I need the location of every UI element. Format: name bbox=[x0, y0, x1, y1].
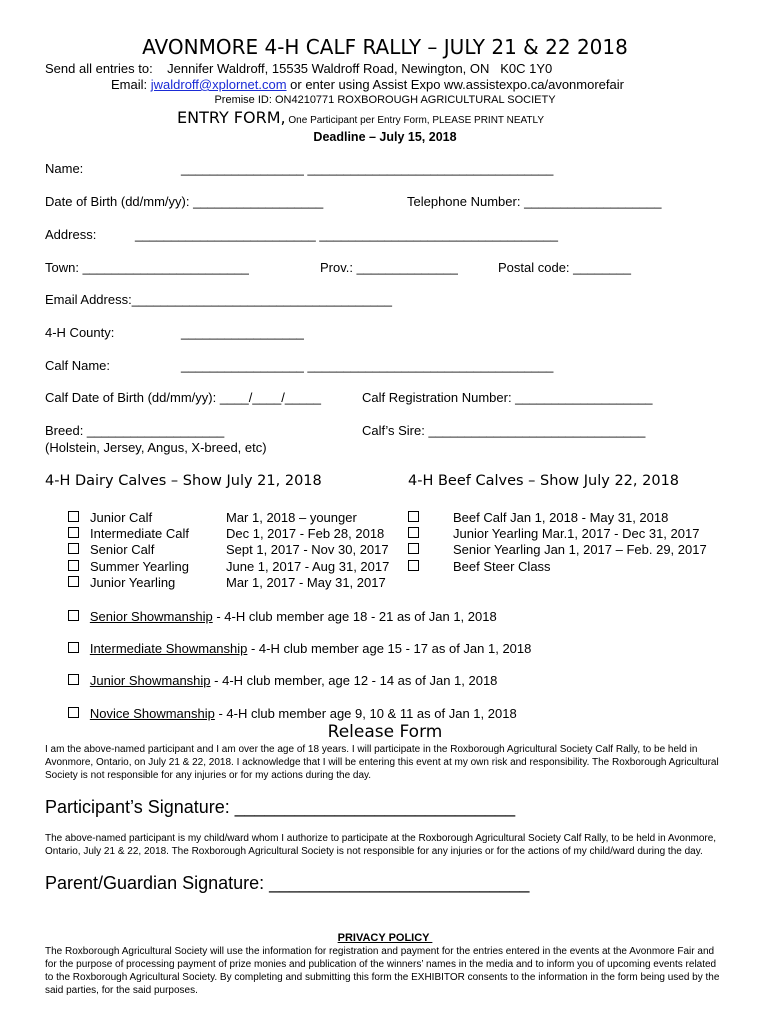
dairy-class-name: Junior Yearling bbox=[90, 575, 176, 590]
checkbox[interactable] bbox=[408, 527, 419, 538]
showmanship-row[interactable] bbox=[68, 609, 497, 624]
showmanship-title: Junior Showmanship bbox=[89, 673, 211, 688]
send-to-line: Send all entries to: Jennifer Waldroff, 15535 Waldroff Road, Newington, ON K0C 1Y0 bbox=[45, 61, 553, 76]
checkbox[interactable] bbox=[408, 511, 419, 522]
entry-form-note: One Participant per Entry Form, PLEASE PRINT NEATLY bbox=[285, 115, 545, 126]
entry-form-heading: ENTRY FORM, bbox=[177, 108, 286, 127]
form-title: AVONMORE 4-H CALF RALLY – JULY 21 & 22 2018 bbox=[142, 35, 628, 59]
name-field[interactable]: _________________ __________________________________ bbox=[181, 161, 554, 176]
email-field[interactable]: Email Address:____________________________________ bbox=[45, 292, 392, 307]
dairy-class-row[interactable] bbox=[68, 526, 79, 541]
calf-dob-field[interactable]: Calf Date of Birth (dd/mm/yy): ____/____/_____ bbox=[45, 390, 322, 405]
checkbox[interactable] bbox=[68, 642, 79, 653]
dairy-class-name: Intermediate Calf bbox=[90, 526, 189, 541]
checkbox[interactable] bbox=[68, 543, 79, 554]
release-guardian-text: The above-named participant is my child/ward whom I authorize to participate at the Roxborough Agricultural Society Calf Rally, to be held in Avonmore, Ontario, July 21 & 22, 2018. The Roxborough Agricultural Society is not responsible for any injuries or for the actions of my child/ward during the day. bbox=[45, 833, 717, 857]
privacy-text: The Roxborough Agricultural Society will use the information for registration and payment for the entries entered in the events at the Avonmore Fair and for the purpose of processing payment of prize monies and publication of the winners’ names in the media and to inform you of upcoming events related to the Roxborough Agricultural Society. By completing and submitting this form the EXHIBITOR consents to the information in the form being used by the said parties, for the said purposes. bbox=[45, 946, 720, 996]
dairy-class-name: Junior Calf bbox=[90, 510, 153, 525]
deadline: Deadline – July 15, 2018 bbox=[313, 130, 457, 144]
checkbox[interactable] bbox=[68, 674, 79, 685]
phone-field[interactable]: Telephone Number: ___________________ bbox=[407, 194, 662, 209]
showmanship-title: Intermediate Showmanship bbox=[89, 641, 248, 656]
release-heading: Release Form bbox=[327, 722, 443, 742]
calf-reg-field[interactable]: Calf Registration Number: ___________________ bbox=[362, 390, 653, 405]
county-field[interactable]: _________________ bbox=[181, 325, 304, 340]
town-field[interactable]: Town: _______________________ bbox=[45, 260, 249, 275]
showmanship-row[interactable] bbox=[68, 673, 497, 688]
showmanship-desc: - 4-H club member age 15 - 17 as of Jan 1, 2018 bbox=[247, 641, 532, 656]
beef-class-row[interactable] bbox=[408, 510, 419, 525]
dairy-class-row[interactable] bbox=[68, 575, 79, 590]
county-label: 4-H County: bbox=[45, 325, 115, 340]
dairy-class-name: Summer Yearling bbox=[90, 559, 189, 574]
checkbox[interactable] bbox=[68, 560, 79, 571]
postal-field[interactable]: Postal code: ________ bbox=[498, 260, 631, 275]
checkbox[interactable] bbox=[68, 511, 79, 522]
calf-name-label: Calf Name: bbox=[45, 358, 111, 373]
email-suffix: or enter using Assist Expo ww.assistexpo.ca/avonmorefair bbox=[286, 77, 624, 92]
dairy-class-dates: Mar 1, 2018 – younger bbox=[226, 510, 357, 525]
email-prefix: Email: bbox=[111, 77, 151, 92]
beef-class-name: Beef Steer Class bbox=[453, 559, 551, 574]
email-link[interactable]: jwaldroff@xplornet.com bbox=[150, 77, 287, 92]
checkbox[interactable] bbox=[68, 610, 79, 621]
showmanship-title: Novice Showmanship bbox=[89, 706, 215, 721]
dairy-class-dates: June 1, 2017 - Aug 31, 2017 bbox=[226, 559, 390, 574]
checkbox[interactable] bbox=[68, 576, 79, 587]
dairy-class-dates: Sept 1, 2017 - Nov 30, 2017 bbox=[226, 542, 389, 557]
dairy-class-dates: Dec 1, 2017 - Feb 28, 2018 bbox=[226, 526, 385, 541]
beef-class-name: Junior Yearling Mar.1, 2017 - Dec 31, 2017 bbox=[453, 526, 700, 541]
dob-field[interactable]: Date of Birth (dd/mm/yy): __________________ bbox=[45, 194, 324, 209]
breed-hint: (Holstein, Jersey, Angus, X-breed, etc) bbox=[45, 440, 267, 455]
dairy-class-name: Senior Calf bbox=[90, 542, 155, 557]
dairy-class-row[interactable] bbox=[68, 559, 79, 574]
participant-signature[interactable]: Participant’s Signature: ____________________________ bbox=[45, 797, 516, 817]
beef-class-name: Beef Calf Jan 1, 2018 - May 31, 2018 bbox=[453, 510, 669, 525]
sire-field[interactable]: Calf’s Sire: ______________________________ bbox=[362, 423, 646, 438]
beef-class-row[interactable] bbox=[408, 542, 419, 557]
address-label: Address: bbox=[45, 227, 97, 242]
address-field[interactable]: _________________________ _________________________________ bbox=[135, 227, 558, 242]
showmanship-desc: - 4-H club member age 9, 10 & 11 as of Jan 1, 2018 bbox=[214, 706, 517, 721]
beef-class-row[interactable] bbox=[408, 559, 419, 574]
dairy-heading: 4-H Dairy Calves – Show July 21, 2018 bbox=[45, 473, 322, 489]
checkbox[interactable] bbox=[68, 527, 79, 538]
showmanship-row[interactable] bbox=[68, 641, 531, 656]
calf-name-field[interactable]: _________________ __________________________________ bbox=[181, 358, 554, 373]
guardian-signature[interactable]: Parent/Guardian Signature: __________________________ bbox=[45, 873, 530, 893]
beef-heading: 4-H Beef Calves – Show July 22, 2018 bbox=[408, 473, 680, 489]
beef-class-row[interactable] bbox=[408, 526, 419, 541]
name-label: Name: bbox=[45, 161, 84, 176]
checkbox[interactable] bbox=[408, 560, 419, 571]
privacy-heading: PRIVACY POLICY bbox=[337, 932, 433, 944]
checkbox[interactable] bbox=[68, 707, 79, 718]
dairy-class-dates: Mar 1, 2017 - May 31, 2017 bbox=[226, 575, 386, 590]
checkbox[interactable] bbox=[408, 543, 419, 554]
beef-class-name: Senior Yearling Jan 1, 2017 – Feb. 29, 2017 bbox=[453, 542, 707, 557]
premise-id: Premise ID: ON4210771 ROXBOROUGH AGRICULTURAL SOCIETY bbox=[214, 94, 556, 106]
email-line bbox=[111, 77, 624, 92]
showmanship-desc: - 4-H club member age 18 - 21 as of Jan 1, 2018 bbox=[212, 609, 497, 624]
dairy-class-row[interactable] bbox=[68, 510, 79, 525]
showmanship-desc: - 4-H club member, age 12 - 14 as of Jan 1, 2018 bbox=[210, 673, 498, 688]
release-participant-text: I am the above-named participant and I am over the age of 18 years. I will participate in the Roxborough Agricultural Society Calf Rally, to be held in Avonmore, Ontario, on July 21 & 22, 2018. I acknowledge that I will be entering this event at my own risk and responsibility. The Roxborough Agricultural Society is not responsible for any injuries or for my actions during the day. bbox=[45, 744, 719, 781]
showmanship-title: Senior Showmanship bbox=[89, 609, 213, 624]
breed-field[interactable]: Breed: ___________________ bbox=[45, 423, 225, 438]
prov-field[interactable]: Prov.: ______________ bbox=[320, 260, 458, 275]
showmanship-row[interactable] bbox=[68, 706, 517, 721]
entry-form-line bbox=[177, 108, 544, 128]
dairy-class-row[interactable] bbox=[68, 542, 79, 557]
